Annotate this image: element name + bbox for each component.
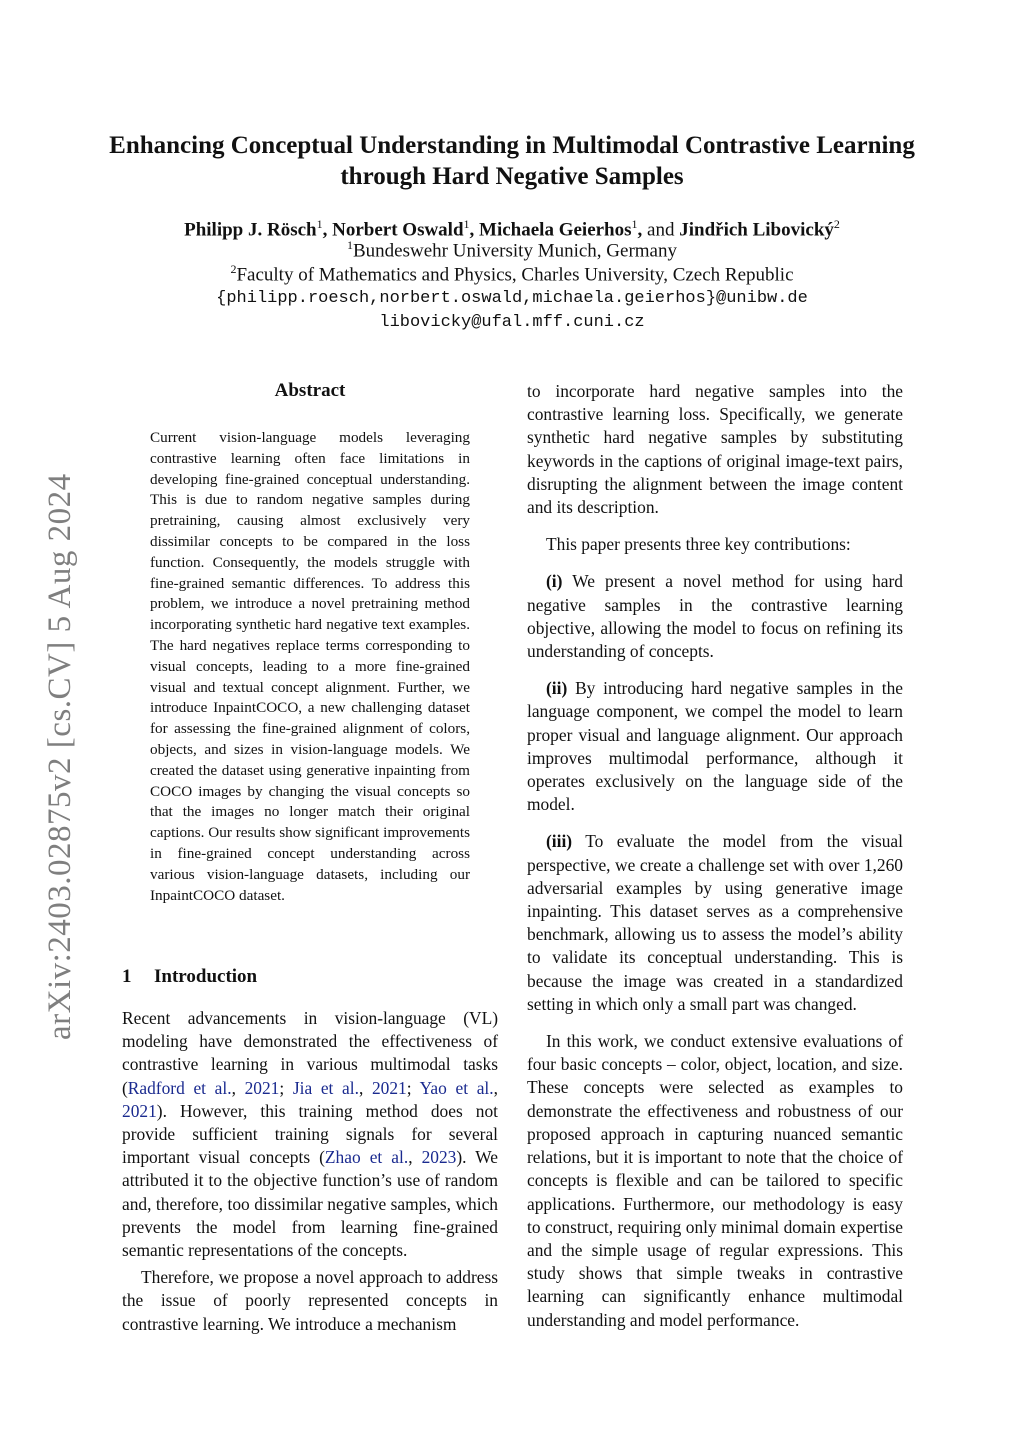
intro-paragraph-2: Therefore, we propose a novel approach to address the issue of poorly represented concepts in contrastive learning. We introduce a mechanism (122, 1267, 498, 1334)
email-line-1: {philipp.roesch,norbert.oswald,michaela.geierhos}@unibw.de (216, 289, 808, 308)
citation-yao[interactable]: Yao et al. (419, 1077, 494, 1098)
paper-title (100, 130, 924, 192)
affiliation-1: $^1$Bundeswehr University Munich, Germany (347, 238, 677, 262)
right-column (527, 380, 903, 1332)
author-1: Philipp J. Rösch (184, 219, 317, 241)
citation-zhao[interactable]: Zhao et al. (324, 1147, 409, 1168)
author-4: Jindřich Libovický (679, 219, 834, 241)
section-heading-introduction: 1 Introduction (122, 966, 258, 987)
intro-paragraph-1: Recent advancements in vision-language (VL) modeling have demonstrated the effectiveness of contrastive learning in various multimodal tasks (Radford et al., 2021; Jia et al., 2021; Yao et al., 2021). However, this training method does not provide sufficient training signals for several important visual concepts (Zhao et al., 2023). We attributed it to the objective function’s use of random and, therefore, too dissimilar negative samples, which prevents the model from learning fine-grained semantic representations of the concepts. (122, 1008, 498, 1261)
contribution-3: (iii) To evaluate the model from the visual perspective, we create a challenge set with over 1,260 adversarial examples by using generative image inpainting. This dataset serves as a comprehensive benchmark, allowing us to assess the model’s ability to validate its conceptual understanding. This is because the image was created in a standardized setting in which only a small part was changed. (527, 831, 903, 1014)
author-and: and (647, 219, 675, 241)
citation-jia-year[interactable]: 2021 (371, 1077, 407, 1098)
title-line-1: Enhancing Conceptual Understanding in Multimodal Contrastive Learning (109, 132, 915, 159)
contribution-2: (ii) By introducing hard negative samples in the language component, we compel the model to learn proper visual and language alignment. Our approach improves multimodal performance, although it operates exclusively on the language side of the model. (527, 678, 903, 815)
citation-yao-year[interactable]: 2021 (122, 1100, 157, 1121)
intro-left-column (122, 1007, 498, 1336)
title-line-2: through Hard Negative Samples (340, 163, 684, 190)
contributions-intro: This paper presents three key contributions: (546, 534, 851, 555)
citation-zhao-year[interactable]: 2023 (421, 1147, 457, 1168)
citation-jia[interactable]: Jia et al. (292, 1077, 359, 1098)
section-number: 1 (122, 966, 132, 987)
author-2: Norbert Oswald (332, 219, 464, 241)
arxiv-identifier: arXiv:2403.02875v2 [cs.CV] 5 Aug 2024 (42, 473, 78, 1040)
abstract-text: Current vision-language models leveraging contrastive learning often face limitations in developing fine-grained conceptual understanding. This is due to random negative samples during pretraining, causing almost exclusively very dissimilar concepts to be compared in the loss function. Consequently, the models struggle with fine-grained semantic differences. To address this problem, we introduce a novel pretraining method incorporating synthetic hard negative text examples. The hard negatives replace terms corresponding to visual concepts, leading to a more fine-grained visual and textual concept alignment. Further, we introduce InpaintCOCO, a new challenging dataset for assessing the fine-grained alignment of colors, objects, and sizes in vision-language models. We created the dataset using generative inpainting from COCO images by changing the visual concepts so that the images no longer match their original captions. Our results show significant improvements in fine-grained concept understanding across various vision-language datasets, including our InpaintCOCO dataset. (150, 429, 470, 904)
email-line-2: libovicky@ufal.mff.cuni.cz (379, 313, 645, 332)
right-paragraph-final: In this work, we conduct extensive evaluations of four basic concepts – color, object, location, and size. These concepts were selected as examples to demonstrate the effectiveness and robustness of our proposed approach in capturing nuanced semantic relations, but it is important to note that the choice of concepts is flexible and can be tailored to specific applications. Furthermore, our methodology is easy to construct, requiring only minimal domain expertise and the simple usage of regular expressions. This study shows that simple tweaks in contrastive learning can significantly enhance multimodal understanding and model performance. (527, 1031, 903, 1330)
author-list: Philipp J. Rösch$^1$, Norbert Oswald$^1$, Michaela Geierhos$^1$, and Jindřich Libovický$^2$ (184, 217, 840, 241)
author-3: Michaela Geierhos (479, 219, 632, 241)
citation-radford-year[interactable]: 2021 (244, 1077, 280, 1098)
right-paragraph-1: to incorporate hard negative samples into the contrastive learning loss. Specifically, we generate synthetic hard negative samples by substituting keywords in the captions of original image-text pairs, disrupting the alignment between the image content and its description. (527, 381, 903, 518)
affiliation-2: $^2$Faculty of Mathematics and Physics, Charles University, Czech Republic (230, 262, 794, 286)
citation-radford[interactable]: Radford et al. (127, 1077, 232, 1098)
abstract-heading: Abstract (274, 380, 346, 401)
contribution-1: (i) We present a novel method for using hard negative samples in the contrastive learning objective, allowing the model to focus on refining its understanding of concepts. (527, 571, 903, 662)
